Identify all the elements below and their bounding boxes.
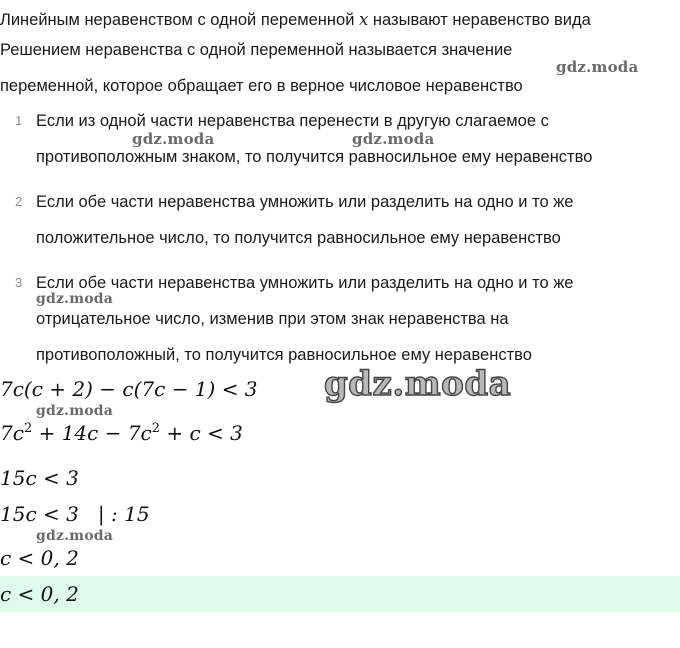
definition-line-1 — [0, 10, 591, 30]
rule-number-3: 3 — [15, 275, 23, 290]
solution-step-4: 15c < 3 | : 15 — [0, 502, 150, 526]
watermark: gdz.moda — [36, 528, 114, 544]
rule-number-2: 2 — [15, 194, 23, 209]
rule-2-line-1: Если обе части неравенства умножить или разделить на одно и то же — [36, 193, 574, 211]
rule-3-line-1: Если обе части неравенства умножить или разделить на одно и то же — [36, 274, 574, 292]
watermark: gdz.moda — [36, 291, 114, 307]
rule-2-line-2: положительное число, то получится равносильное ему неравенство — [36, 229, 561, 247]
rule-1-line-1: Если из одной части неравенства перенести в другую слагаемое с — [36, 112, 549, 130]
definition-tail: называют неравенство вида — [368, 11, 591, 29]
watermark: gdz.moda — [352, 130, 435, 148]
definition-line-3: переменной, которое обращает его в верное числовое неравенство — [0, 77, 523, 95]
answer: c < 0, 2 — [0, 582, 79, 606]
solution-step-1: 7c(c + 2) − c(7c − 1) < 3 — [0, 377, 258, 401]
rule-3-line-3: противоположный, то получится равносильное ему неравенство — [36, 346, 532, 364]
rule-1-line-2: противоположным знаком, то получится равносильное ему неравенство — [36, 148, 593, 166]
watermark-large: gdz.moda — [324, 364, 512, 404]
solution-step-2: $7c^2 + 14c - 7c^2 + c < 3$ — [0, 421, 243, 445]
answer-highlight — [0, 576, 680, 612]
rule-3-line-2: отрицательное число, изменив при этом знак неравенства на — [36, 310, 509, 328]
definition-line-2: Решением неравенства с одной переменной называется значение — [0, 41, 513, 59]
variable-x: x — [359, 10, 369, 29]
watermark: gdz.moda — [556, 58, 639, 76]
definition-text: Линейным неравенством с одной переменной — [0, 11, 360, 29]
watermark: gdz.moda — [36, 403, 114, 419]
solution-step-5: c < 0, 2 — [0, 546, 79, 570]
watermark: gdz.moda — [132, 130, 215, 148]
rule-number-1: 1 — [15, 113, 23, 128]
solution-step-3: 15c < 3 — [0, 466, 79, 490]
